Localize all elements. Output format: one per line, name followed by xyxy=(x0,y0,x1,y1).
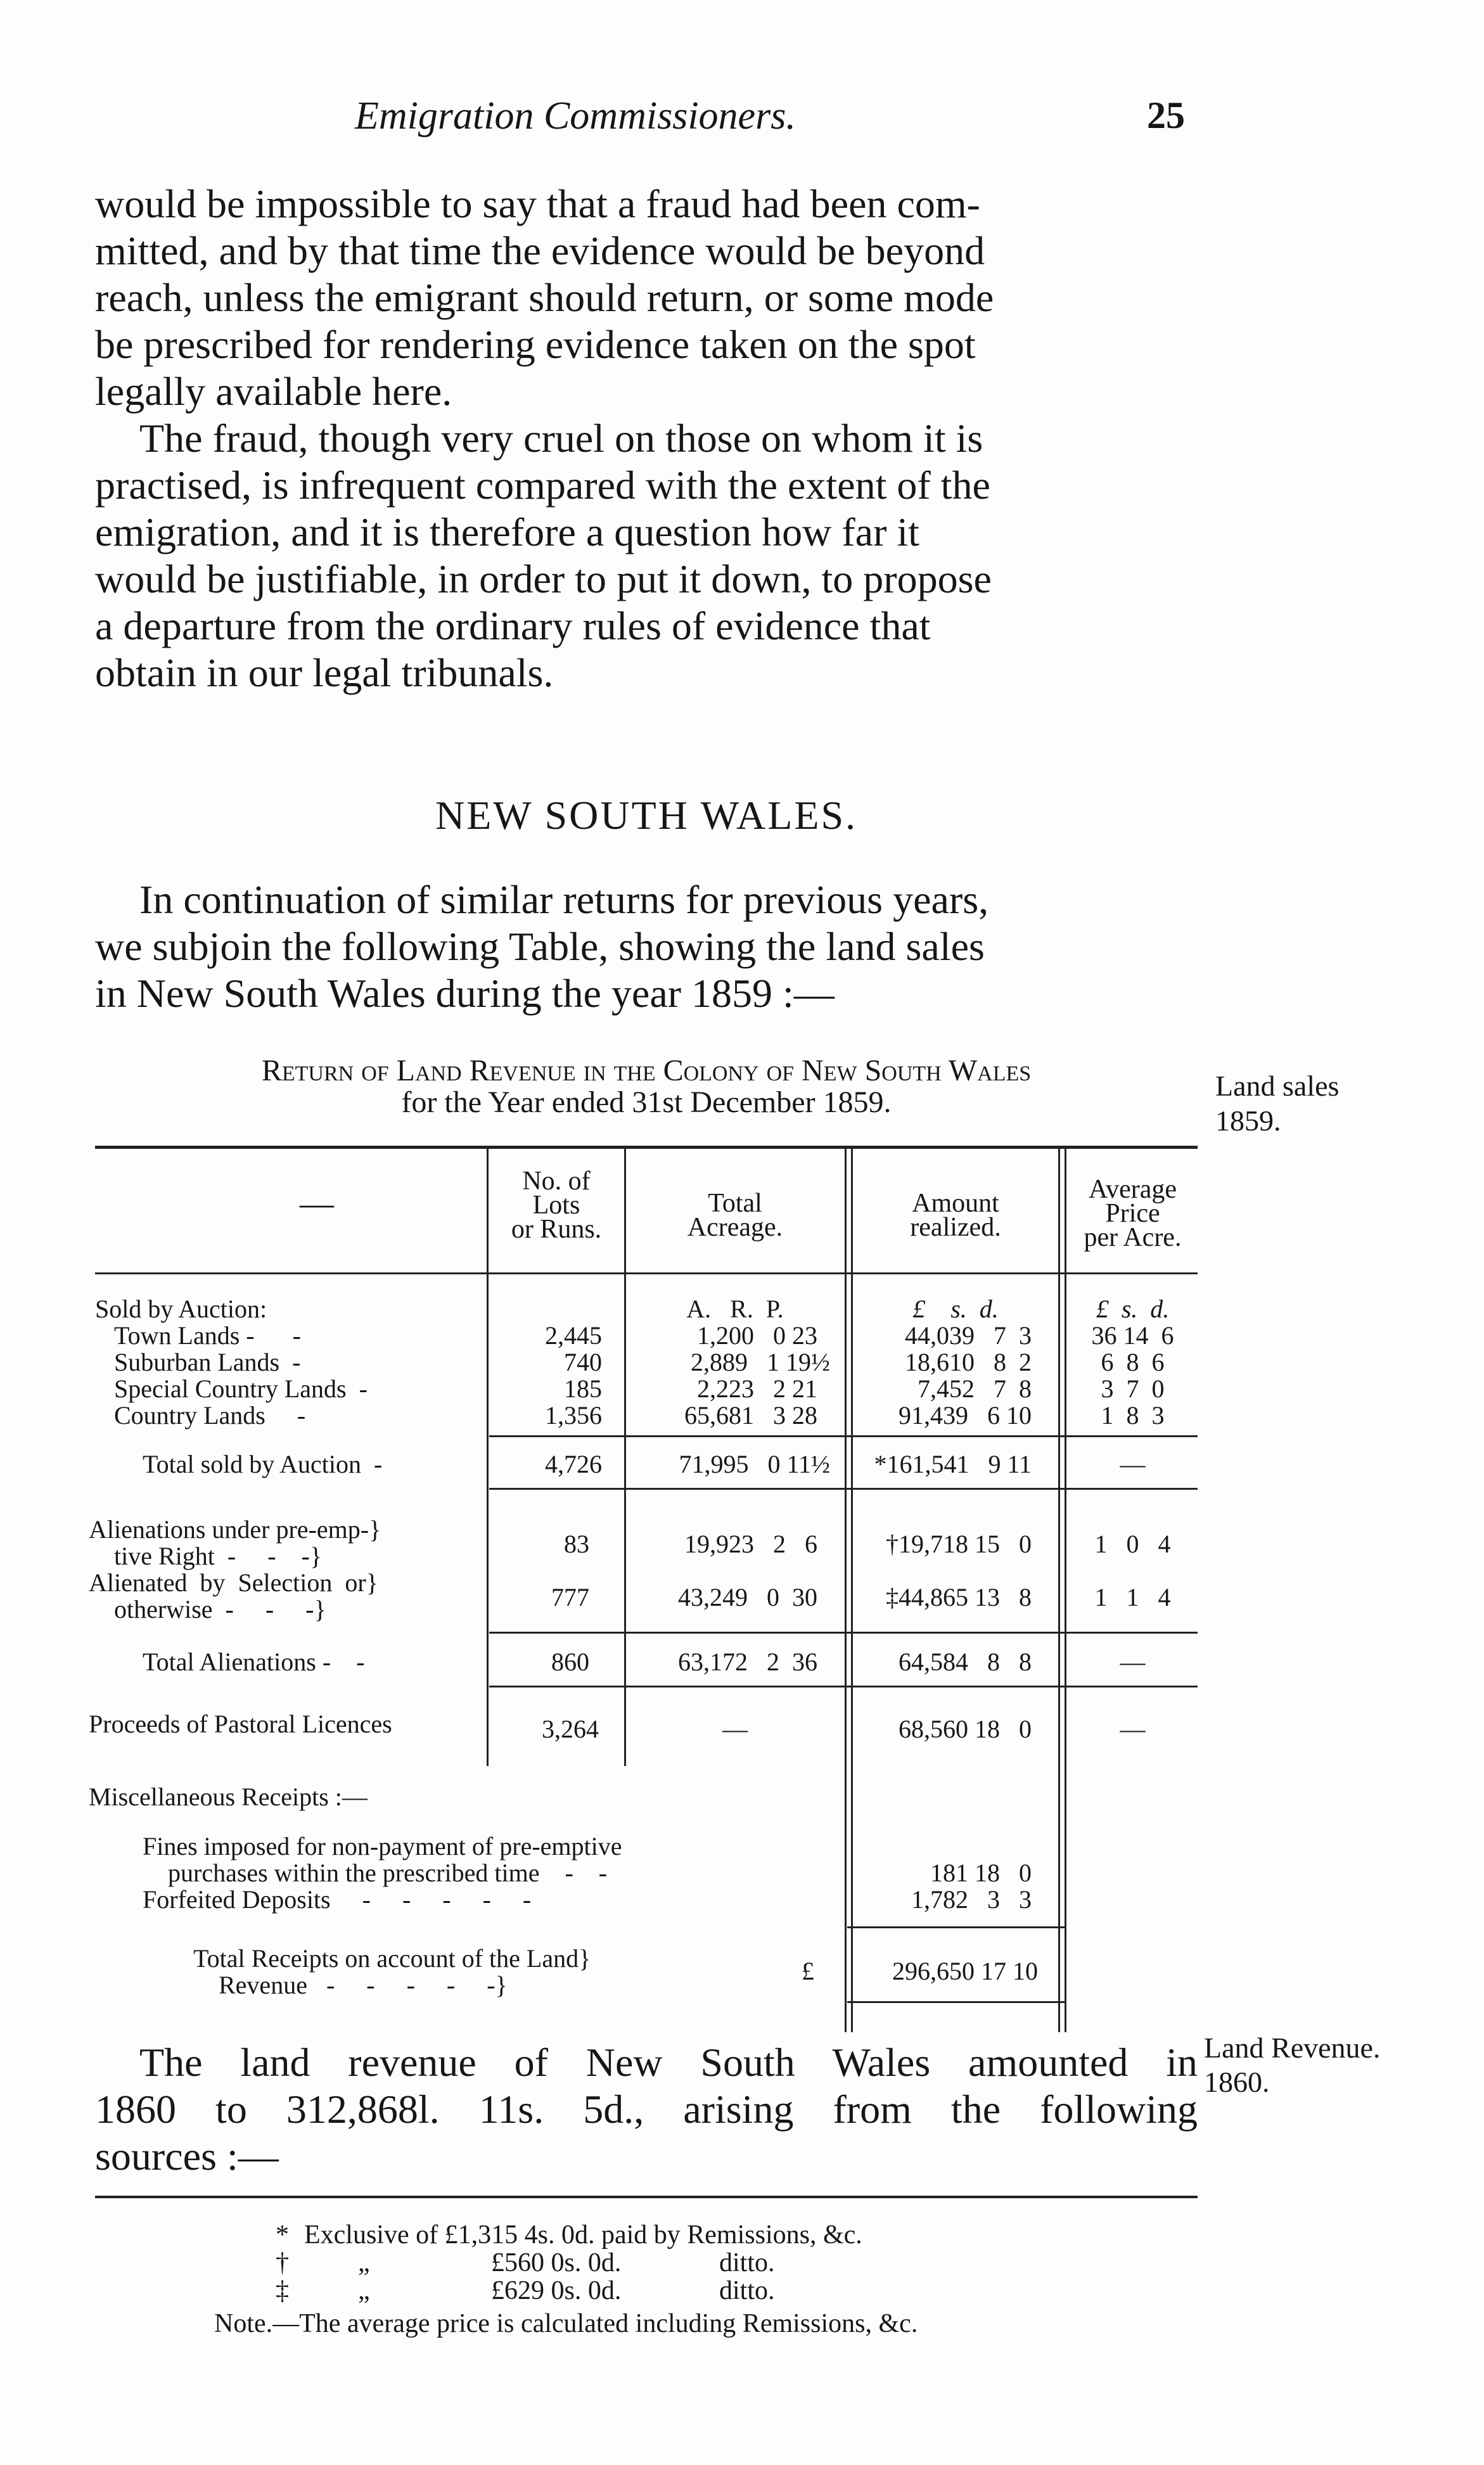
text-line: sources :— xyxy=(95,2134,279,2179)
alienation-acreage: 19,923 2 6 xyxy=(684,1530,817,1558)
header-line: Total xyxy=(708,1189,762,1218)
fines-label: Fines imposed for non-payment of pre-emptive xyxy=(143,1832,622,1860)
footnote-ditto-word: ditto. xyxy=(719,2248,775,2277)
text-line: we subjoin the following Table, showing the land sales xyxy=(95,924,985,969)
fines-amount: 181 18 0 xyxy=(930,1859,1032,1887)
row-label: Country Lands - xyxy=(114,1401,306,1430)
column-divider xyxy=(845,1148,847,2032)
text-line: In continuation of similar returns for previous years, xyxy=(139,877,989,922)
footnote-text: £560 0s. 0d. xyxy=(491,2248,622,2277)
fines-label: purchases within the prescribed time - - xyxy=(168,1859,608,1887)
header-line: Lots xyxy=(532,1191,580,1220)
paragraph-fraud-evidence xyxy=(95,181,1198,415)
table-top-rule xyxy=(95,1146,1198,1149)
row-label: Town Lands - - xyxy=(114,1321,301,1350)
header-line: Average xyxy=(1088,1175,1177,1204)
caption-line: Return of Land Revenue in the Colony of New South Wales xyxy=(261,1054,1032,1087)
column-divider xyxy=(1058,1148,1060,2032)
footnote-note: Note.—The average price is calculated including Remissions, &c. xyxy=(214,2309,918,2338)
text-line: be prescribed for rendering evidence taken on the spot xyxy=(95,322,976,367)
grand-total-rule xyxy=(847,1926,1065,1928)
row-acreage: 2,889 1 19½ xyxy=(691,1348,830,1376)
footnote-rule xyxy=(95,2196,1198,2198)
alienation-label: Alienated by Selection or} xyxy=(89,1568,378,1597)
header-amount xyxy=(854,1189,1057,1242)
margin-note-year: 1859. xyxy=(1215,1104,1281,1137)
subtotal-rule xyxy=(489,1488,1198,1490)
row-amount: 44,039 7 3 xyxy=(905,1321,1032,1350)
grand-total-rule xyxy=(847,2001,1065,2003)
auction-total-average: — xyxy=(1120,1450,1146,1478)
grand-total-label: Total Receipts on account of the Land} xyxy=(193,1944,591,1973)
text-line: obtain in our legal tribunals. xyxy=(95,650,554,695)
row-lots: 2,445 xyxy=(545,1321,602,1350)
header-bottom-rule xyxy=(95,1272,1198,1274)
alienation-lots: 777 xyxy=(551,1583,589,1611)
row-acreage: 65,681 3 28 xyxy=(684,1401,817,1430)
auction-heading: Sold by Auction: xyxy=(95,1295,267,1323)
misc-heading: Miscellaneous Receipts :— xyxy=(89,1783,368,1811)
column-divider xyxy=(851,1148,853,2032)
paragraph-fraud-infrequent xyxy=(95,415,1198,696)
section-intro-paragraph xyxy=(95,876,1198,1017)
row-average: 1 8 3 xyxy=(1101,1401,1165,1430)
footnote-mark: * xyxy=(276,2220,289,2250)
header-blank-dash: — xyxy=(300,1184,334,1222)
text-line: emigration, and it is therefore a question how far it xyxy=(95,509,919,554)
footnote-mark: ‡ xyxy=(276,2276,289,2305)
forfeited-amount: 1,782 3 3 xyxy=(911,1885,1032,1914)
header-line: Price xyxy=(1105,1199,1160,1228)
row-amount: 7,452 7 8 xyxy=(918,1374,1032,1403)
running-head-title: Emigration Commissioners. xyxy=(355,94,796,138)
text-line: mitted, and by that time the evidence would be beyond xyxy=(95,228,985,273)
text-line: in New South Wales during the year 1859 :— xyxy=(95,971,835,1016)
header-line: Acreage. xyxy=(687,1213,783,1242)
margin-note-land-revenue: Land Revenue. xyxy=(1204,2032,1381,2064)
pastoral-average: — xyxy=(1120,1715,1146,1743)
pastoral-amount: 68,560 18 0 xyxy=(899,1715,1032,1743)
row-amount: 18,610 8 2 xyxy=(905,1348,1032,1376)
footnote-ditto-word: ditto. xyxy=(719,2276,775,2305)
row-lots: 740 xyxy=(564,1348,602,1376)
header-line: Amount xyxy=(912,1189,999,1218)
column-divider xyxy=(487,1148,489,1766)
alienation-label: Alienations under pre-emp-} xyxy=(89,1515,381,1544)
header-line: or Runs. xyxy=(511,1215,602,1244)
alienation-acreage: 43,249 0 30 xyxy=(678,1583,817,1611)
header-lots xyxy=(489,1167,624,1244)
closing-paragraph xyxy=(95,2039,1198,2180)
text-line: The land revenue of New South Wales amounted in xyxy=(139,2040,1198,2085)
caption-line: for the Year ended 31st December 1859. xyxy=(401,1085,892,1119)
row-acreage: 2,223 2 21 xyxy=(697,1374,817,1403)
margin-note-land-sales: Land sales xyxy=(1215,1070,1340,1102)
alienation-label: otherwise - - -} xyxy=(114,1595,326,1623)
alienation-average: 1 0 4 xyxy=(1094,1530,1171,1558)
header-line: No. of xyxy=(522,1167,591,1196)
text-line: The fraud, though very cruel on those on whom it is xyxy=(139,416,983,461)
text-line: would be justifiable, in order to put it down, to propose xyxy=(95,556,992,601)
row-average: 6 8 6 xyxy=(1101,1348,1165,1376)
row-label: Special Country Lands - xyxy=(114,1374,368,1403)
text-line: 1860 to 312,868l. 11s. 5d., arising from the following xyxy=(95,2087,1198,2132)
auction-total-acreage: 71,995 0 11½ xyxy=(679,1450,830,1478)
text-line: a departure from the ordinary rules of evidence that xyxy=(95,603,931,648)
units-amount: £ s. d. xyxy=(912,1295,999,1323)
alienation-lots: 83 xyxy=(564,1530,589,1558)
subtotal-rule xyxy=(489,1632,1198,1634)
header-line: per Acre. xyxy=(1084,1223,1182,1252)
column-divider xyxy=(1065,1148,1066,2032)
row-acreage: 1,200 0 23 xyxy=(697,1321,817,1350)
alienations-total-amount: 64,584 8 8 xyxy=(899,1648,1032,1676)
row-amount: 91,439 6 10 xyxy=(899,1401,1032,1430)
auction-total-lots: 4,726 xyxy=(545,1450,602,1478)
forfeited-label: Forfeited Deposits - - - - - xyxy=(143,1885,532,1914)
footnote-ditto: „ xyxy=(358,2248,370,2277)
footnote-mark: † xyxy=(276,2248,289,2277)
auction-total-label: Total sold by Auction - xyxy=(143,1450,383,1478)
alienation-amount: ‡44,865 13 8 xyxy=(886,1583,1032,1611)
footnote-ditto: „ xyxy=(358,2276,370,2305)
row-average: 3 7 0 xyxy=(1101,1374,1165,1403)
table-caption xyxy=(95,1055,1198,1118)
row-lots: 185 xyxy=(564,1374,602,1403)
units-acreage: A. R. P. xyxy=(686,1295,784,1323)
footnote-text: Exclusive of £1,315 4s. 0d. paid by Remissions, &c. xyxy=(304,2220,862,2250)
pastoral-acreage: — xyxy=(722,1715,748,1743)
row-label: Suburban Lands - xyxy=(114,1348,301,1376)
grand-total-currency: £ xyxy=(802,1957,814,1985)
alienation-average: 1 1 4 xyxy=(1094,1583,1171,1611)
margin-note-year: 1860. xyxy=(1204,2066,1270,2098)
row-lots: 1,356 xyxy=(545,1401,602,1430)
row-average: 36 14 6 xyxy=(1091,1321,1174,1350)
page-number: 25 xyxy=(1147,94,1185,136)
header-line: realized. xyxy=(910,1213,1001,1242)
alienations-total-label: Total Alienations - - xyxy=(143,1648,365,1676)
alienations-total-lots: 860 xyxy=(551,1648,589,1676)
header-average xyxy=(1068,1177,1198,1250)
header-acreage xyxy=(627,1189,843,1242)
auction-total-amount: *161,541 9 11 xyxy=(874,1450,1032,1478)
subtotal-rule xyxy=(489,1686,1198,1687)
text-line: practised, is infrequent compared with the extent of the xyxy=(95,463,990,508)
pastoral-label: Proceeds of Pastoral Licences xyxy=(89,1710,392,1738)
alienation-label: tive Right - - -} xyxy=(114,1542,323,1570)
footnote-text: £629 0s. 0d. xyxy=(491,2276,622,2305)
grand-total-label: Revenue - - - - -} xyxy=(219,1971,508,1999)
section-heading: NEW SOUTH WALES. xyxy=(435,793,858,838)
text-line: reach, unless the emigrant should return, or some mode xyxy=(95,275,994,320)
pastoral-lots: 3,264 xyxy=(542,1715,599,1743)
text-line: would be impossible to say that a fraud had been com- xyxy=(95,181,980,226)
alienations-total-acreage: 63,172 2 36 xyxy=(678,1648,817,1676)
text-line: legally available here. xyxy=(95,369,452,414)
alienation-amount: †19,718 15 0 xyxy=(886,1530,1032,1558)
alienations-total-average: — xyxy=(1120,1648,1146,1676)
column-divider xyxy=(624,1148,626,1766)
grand-total-amount: 296,650 17 10 xyxy=(892,1957,1038,1985)
subtotal-rule xyxy=(489,1435,1198,1437)
units-average: £ s. d. xyxy=(1096,1295,1170,1323)
